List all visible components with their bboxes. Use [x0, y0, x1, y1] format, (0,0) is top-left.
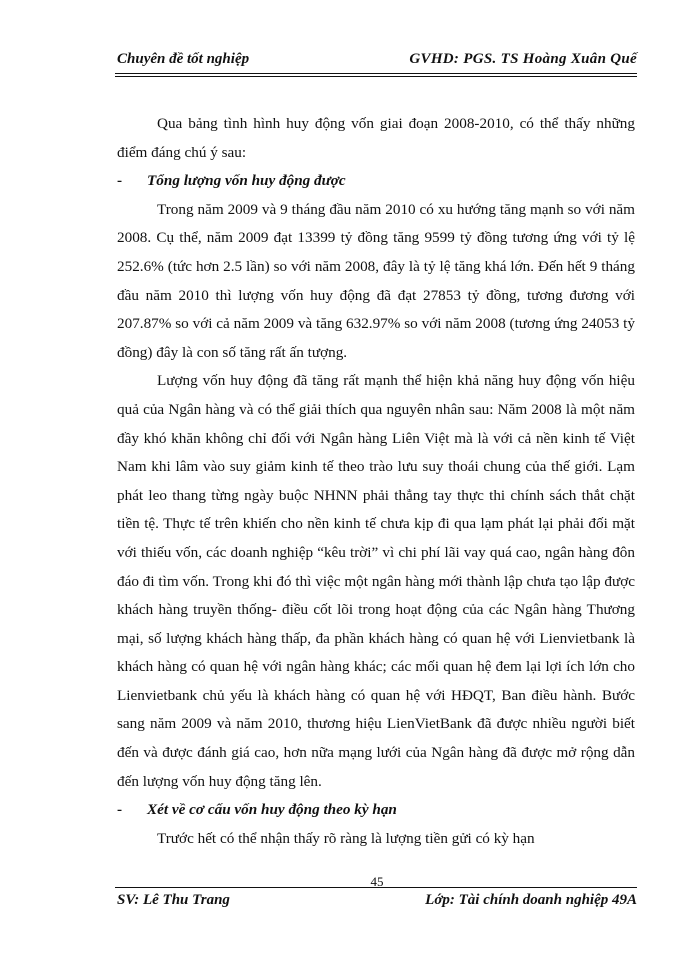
page-footer — [115, 890, 637, 912]
section-heading-term-structure — [117, 796, 635, 825]
paragraph-reasons: Lượng vốn huy động đã tăng rất mạnh thể hiện khả năng huy động vốn hiệu quả của Ngân hàng và có thể giải thích qua nguyên nhân sau: Năm 2008 là một năm đầy khó khăn không chỉ đối với Ngân hàng Liên Việt mà là với cả nền kinh tế Việt Nam khi lâm vào suy giảm kinh tế theo trào lưu suy thoái chung của thế giới. Lạm phát leo thang từng ngày buộc NHNN phải thẳng tay thực thi chính sách thắt chặt tiền tệ. Thực tế trên khiến cho nền kinh tế chưa kịp đi qua lạm phát lại phải đối mặt với thiếu vốn, các doanh nghiệp “kêu trời” vì chi phí lãi vay quá cao, ngân hàng đôn đáo đi tìm vốn. Trong khi đó thì việc một ngân hàng mới thành lập chưa tạo lập được khách hàng truyền thống- điều cốt lõi trong hoạt động của các Ngân hàng Thương mại, số lượng khách hàng thấp, đa phần khách hàng có quan hệ với Lienvietbank là khách hàng có quan hệ với ngân hàng khác; các mối quan hệ đem lại lợi ích lớn cho Lienvietbank chủ yếu là khách hàng có quan hệ với HĐQT, Ban điều hành. Bước sang năm 2009 và năm 2010, thương hiệu LienVietBank đã được nhiều người biết đến và được đánh giá cao, hơn nữa mạng lưới của Ngân hàng đã được mở rộng dẫn đến lượng vốn huy động tăng lên. — [117, 372, 635, 790]
section-heading-text: Xét về cơ cấu vốn huy động theo kỳ hạn — [147, 801, 397, 819]
footer-class: Lớp: Tài chính doanh nghiệp 49A — [425, 892, 637, 908]
paragraph-intro: Qua bảng tình hình huy động vốn giai đoạn 2008-2010, có thể thấy những điểm đáng chú ý sau: — [117, 115, 635, 161]
bullet-dash: - — [117, 172, 123, 190]
section-heading-total — [117, 167, 635, 196]
header-rule — [115, 73, 637, 74]
page-header — [115, 50, 637, 72]
footer-rule — [115, 887, 637, 888]
bullet-dash: - — [117, 801, 123, 819]
document-body — [117, 110, 635, 853]
page-number-text: 45 — [370, 874, 384, 889]
paragraph-term-deposits: Trước hết có thể nhận thấy rõ ràng là lượng tiền gửi có kỳ hạn — [157, 829, 535, 847]
section-heading-text: Tổng lượng vốn huy động được — [147, 172, 346, 190]
header-rule-thin — [115, 76, 637, 77]
footer-student: SV: Lê Thu Trang — [117, 892, 230, 908]
paragraph-growth: Trong năm 2009 và 9 tháng đầu năm 2010 có xu hướng tăng mạnh so với năm 2008. Cụ thể, năm 2009 đạt 13399 tỷ đồng tăng 9599 tỷ đồng tương ứng với tỷ lệ 252.6% (tức hơn 2.5 lần) so với năm 2008, đây là tỷ lệ tăng khá lớn. Đến hết 9 tháng đầu năm 2010 thì lượng vốn huy động đã đạt 27853 tỷ đồng, tương đương với 207.87% so với cả năm 2009 và tăng 632.97% so với năm 2008 (tương ứng 24053 tỷ đồng) đây là con số tăng rất ấn tượng. — [117, 200, 635, 361]
header-advisor: GVHD: PGS. TS Hoàng Xuân Quế — [409, 51, 637, 67]
header-title: Chuyên đề tốt nghiệp — [117, 51, 250, 67]
